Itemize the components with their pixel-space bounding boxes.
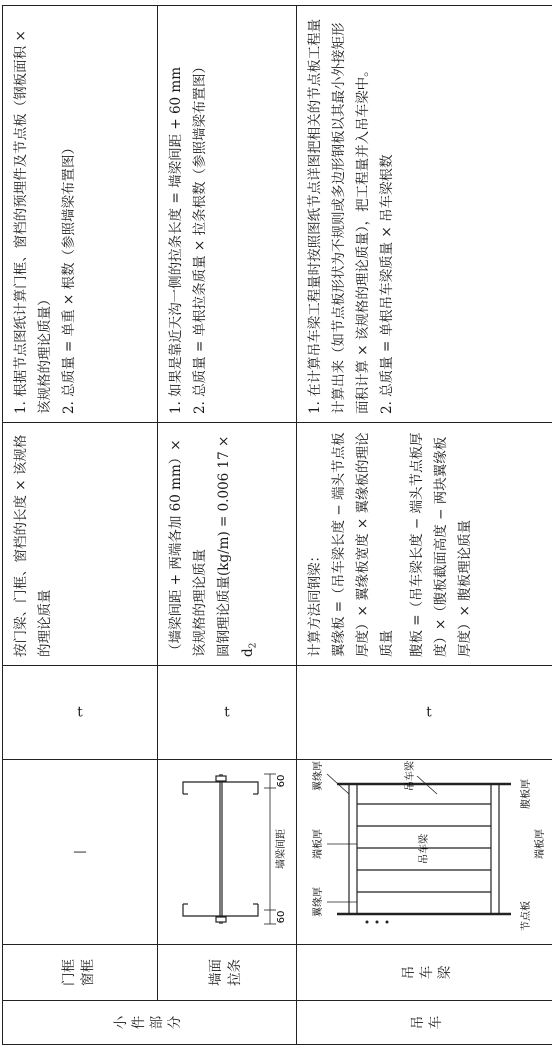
formula-text: 按门梁、门框、窗档的长度 × 该规格的理论质量 (13, 434, 54, 657)
label-wing-top-2: 翼缘厚 (313, 761, 325, 791)
unit-cell (3, 666, 158, 760)
dim-left-label: 60 (276, 910, 287, 924)
label-beam: 吊车梁 (405, 761, 417, 791)
item-cell (3, 945, 158, 1001)
notes-text: 1. 在计算吊车梁工程量时按照图纸节点详图把相关的节点板工程量计算出来（如节点板形状为不规则或多边形钢板以其最小外接矩形面积计算 × 该规格的理论质量），把工程量并入吊车梁中。 2. 总质量 = 单根吊车梁质量 × 吊车梁根数 (307, 18, 396, 414)
dim-span-label: 墙梁间距 (276, 829, 287, 869)
diagram-placeholder: — (73, 843, 87, 860)
table-row (297, 6, 552, 1045)
diagram-cell (297, 760, 552, 945)
table-row (158, 6, 297, 1045)
unit-label: t (77, 704, 83, 721)
formula-line: 圆钢理论质量(kg/m) = 0.006 17 × d (216, 435, 257, 657)
tie-rod-diagram (158, 759, 288, 944)
category-cell (3, 1001, 297, 1045)
formula-line: （墙梁间距 + 两端各加 60 mm）× 该规格的理论质量 (168, 439, 209, 657)
notes-text: 1. 根据节点图纸计算门框、窗档的预埋件及节点板（钢板面积 × 该规格的理论质量） 2. 总质量 = 单重 × 根数（参照墙梁布置图） (13, 30, 78, 414)
item-cell (158, 945, 297, 1001)
table-row (3, 6, 158, 1045)
category-label: 小件部分 (112, 1015, 184, 1030)
item-label: 墙面拉条 (208, 959, 243, 986)
spec-table (2, 5, 552, 1045)
formula-line: 计算方法同钢梁： (307, 549, 324, 657)
formula-line-with-sub (212, 431, 262, 657)
formula-line: 腹板 =（吊车梁长度 − 端头节点板厚度）×（腹板截面高度 − 两块翼缘板厚度）× 腹板理论质量 (409, 432, 474, 657)
label-wing-top: 翼缘厚 (313, 887, 325, 917)
crane-beam-diagram (297, 759, 552, 944)
label-end-plate-top: 端板厚 (313, 829, 325, 859)
notes-cell (297, 6, 552, 423)
label-end-plate-bottom: 端板厚 (535, 829, 547, 859)
diagram-cell (158, 760, 297, 945)
label-web: 腹板厚 (521, 779, 533, 809)
item-cell (297, 945, 552, 1001)
item-label: 吊车梁 (400, 965, 454, 980)
notes-text: 1. 如果是靠近天沟一侧的拉条长度 = 墙梁间距 + 60 mm 2. 总质量 = 单根拉条质量 × 拉条根数（参照墙梁布置图） (168, 60, 209, 414)
formula-line: 翼缘板 =（吊车梁长度 − 端头节点板厚度）× 翼缘板宽度 × 翼缘板的理论质量 (331, 432, 396, 657)
formula-cell (3, 423, 158, 666)
category-label: 吊车 (409, 1015, 445, 1030)
unit-cell (297, 666, 552, 760)
notes-cell (158, 6, 297, 423)
unit-label: t (224, 704, 230, 721)
category-cell (297, 1001, 552, 1045)
formula-cell (297, 423, 552, 666)
item-label: 门框窗框 (61, 959, 96, 986)
label-node: 节点板 (521, 901, 533, 931)
formula-cell (158, 423, 297, 666)
diagram-cell (3, 760, 158, 945)
label-beam-body: 吊车梁 (419, 834, 431, 864)
unit-cell (158, 666, 297, 760)
dim-right-label: 60 (276, 774, 287, 788)
formula-subscript: 2 (248, 642, 259, 649)
unit-label: t (425, 704, 432, 721)
notes-cell (3, 6, 158, 423)
